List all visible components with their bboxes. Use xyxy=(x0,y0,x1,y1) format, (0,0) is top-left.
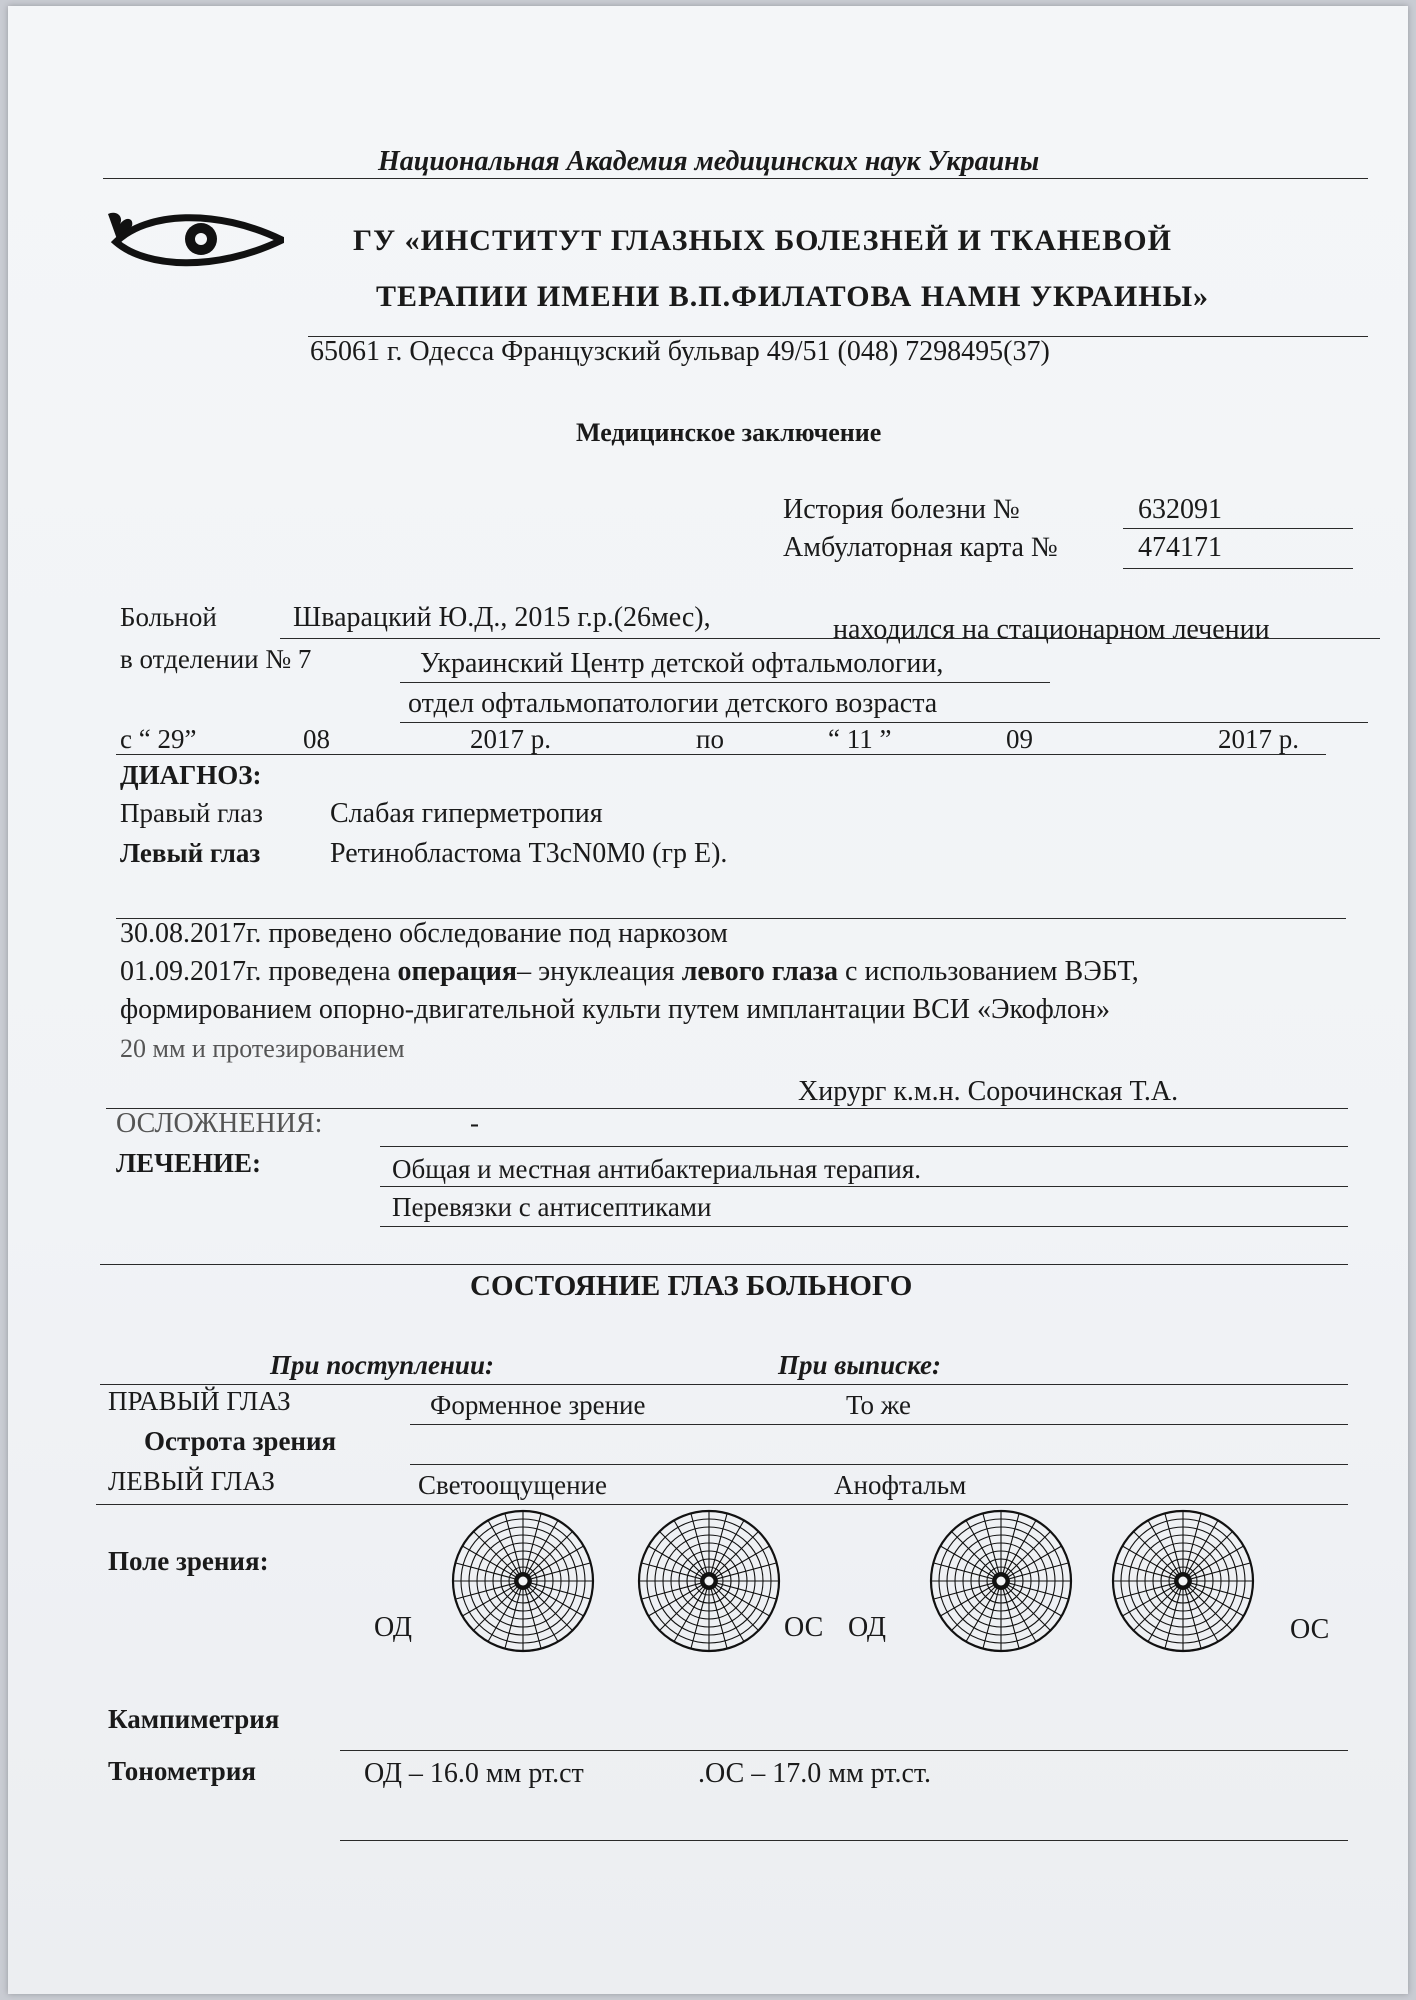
right-eye-row-label: ПРАВЫЙ ГЛАЗ xyxy=(108,1386,291,1416)
left-eye-diagnosis: Ретинобластома Т3cN0M0 (гр Е). xyxy=(330,838,728,869)
right-eye-label: Правый глаз xyxy=(120,798,263,828)
left-eye-label: Левый глаз xyxy=(120,838,261,868)
visual-field-os-label-1: ОС xyxy=(784,1612,824,1643)
divider xyxy=(340,1750,1348,1751)
divider xyxy=(380,1146,1348,1147)
visual-field-od-label-1: ОД xyxy=(374,1612,412,1643)
divider xyxy=(340,1840,1348,1841)
date-to-month: 09 xyxy=(1006,724,1033,754)
card-number: 474171 xyxy=(1138,532,1222,563)
department-line-2: отдел офтальмопатологии детского возраста xyxy=(408,688,938,719)
divider xyxy=(410,1424,1348,1425)
divider xyxy=(100,1384,1348,1385)
admission-header: При поступлении: xyxy=(270,1350,494,1380)
right-eye-discharge: То же xyxy=(846,1390,911,1420)
institute-line-1: ГУ «ИНСТИТУТ ГЛАЗНЫХ БОЛЕЗНЕЙ И ТКАНЕВОЙ xyxy=(353,224,1172,257)
discharge-header: При выписке: xyxy=(778,1350,941,1380)
right-eye-diagnosis: Слабая гиперметропия xyxy=(330,798,603,829)
visual-field-od-label-2: ОД xyxy=(848,1612,886,1643)
acuity-label: Острота зрения xyxy=(144,1426,337,1456)
divider xyxy=(103,178,1368,179)
patient-label: Больной xyxy=(120,602,217,632)
left-eye-row-label: ЛЕВЫЙ ГЛАЗ xyxy=(108,1466,275,1496)
treatment-line-2: Перевязки с антисептиками xyxy=(392,1192,712,1222)
divider xyxy=(1123,528,1353,529)
procedure-line-2: 01.09.2017г. проведена операция– энуклеация левого глаза с использованием ВЭБТ, xyxy=(120,956,1139,987)
left-eye-admission: Светоощущение xyxy=(418,1470,607,1500)
tonometry-os: .ОС – 17.0 мм рт.ст. xyxy=(698,1758,931,1789)
history-label: История болезни № xyxy=(783,494,1020,525)
department-line-1: Украинский Центр детской офтальмологии, xyxy=(420,648,944,679)
address: 65061 г. Одесса Французский бульвар 49/51 (048) 7298495(37) xyxy=(310,336,1050,367)
eye-logo-icon xyxy=(106,206,284,276)
tonometry-label: Тонометрия xyxy=(108,1756,256,1786)
visual-field-chart-os-admission xyxy=(634,1506,784,1656)
divider xyxy=(380,1186,1348,1187)
date-from-month: 08 xyxy=(303,724,330,754)
procedure-line-1: 30.08.2017г. проведено обследование под наркозом xyxy=(120,918,728,949)
card-label: Амбулаторная карта № xyxy=(783,532,1058,563)
visual-field-chart-od-admission xyxy=(448,1506,598,1656)
history-number: 632091 xyxy=(1138,494,1222,525)
date-to-year: 2017 р. xyxy=(1218,724,1299,754)
visual-field-os-label-2: ОС xyxy=(1290,1614,1330,1645)
divider xyxy=(116,754,1326,755)
eye-state-title: СОСТОЯНИЕ ГЛАЗ БОЛЬНОГО xyxy=(470,1270,913,1302)
procedure-line-4: 20 мм и протезированием xyxy=(120,1034,405,1063)
right-eye-admission: Форменное зрение xyxy=(430,1390,646,1420)
date-from-year: 2017 р. xyxy=(470,724,551,754)
divider xyxy=(400,722,1368,723)
treatment-label: ЛЕЧЕНИЕ: xyxy=(116,1148,261,1178)
campimetry-label: Кампиметрия xyxy=(108,1704,280,1734)
document-sheet xyxy=(8,6,1408,1994)
date-to-label: по xyxy=(696,724,724,754)
date-to-day: “ 11 ” xyxy=(828,724,892,754)
department-label: в отделении № 7 xyxy=(120,644,312,674)
academy-title: Национальная Академия медицинских наук Украины xyxy=(378,146,1040,177)
visual-field-chart-os-discharge xyxy=(1108,1506,1258,1656)
complications-value: - xyxy=(470,1108,479,1138)
visual-field-label: Поле зрения: xyxy=(108,1546,269,1576)
visual-field-chart-od-discharge xyxy=(926,1506,1076,1656)
divider xyxy=(410,1464,1348,1465)
divider xyxy=(280,638,1380,639)
complications-label: ОСЛОЖНЕНИЯ: xyxy=(116,1108,323,1139)
institute-line-2: ТЕРАПИИ ИМЕНИ В.П.ФИЛАТОВА НАМН УКРАИНЫ» xyxy=(376,280,1210,313)
surgeon: Хирург к.м.н. Сорочинская Т.А. xyxy=(798,1076,1179,1107)
divider xyxy=(380,1226,1348,1227)
tonometry-od: ОД – 16.0 мм рт.ст xyxy=(364,1758,584,1789)
patient-name: Шварацкий Ю.Д., 2015 г.р.(26мес), xyxy=(293,602,711,633)
procedure-line-3: формированием опорно-двигательной культи путем имплантации ВСИ «Экофлон» xyxy=(120,994,1111,1025)
divider xyxy=(96,1504,1348,1505)
document-title: Медицинское заключение xyxy=(576,418,882,447)
left-eye-discharge: Анофтальм xyxy=(834,1470,967,1500)
date-from-day: с “ 29” xyxy=(120,724,197,754)
divider xyxy=(400,682,1050,683)
divider xyxy=(100,1264,1348,1265)
patient-status: находился на стационарном лечении xyxy=(833,614,1270,645)
treatment-line-1: Общая и местная антибактериальная терапия. xyxy=(392,1154,921,1184)
divider xyxy=(1123,568,1353,569)
diagnosis-title: ДИАГНОЗ: xyxy=(120,760,262,790)
